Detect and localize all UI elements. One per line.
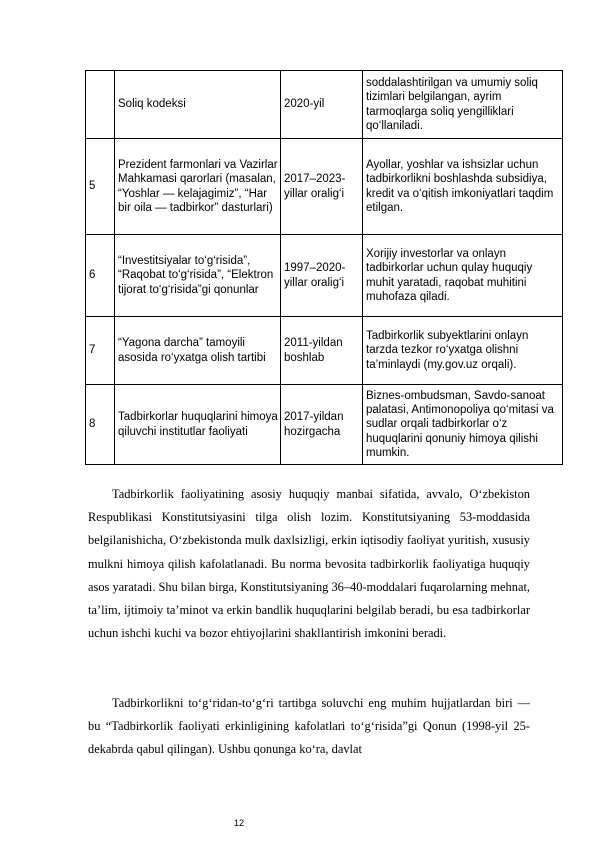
description: soddalashtirilgan va umumiy soliq tizimlari belgilangan, ayrim tarmoqlarga soliq yengilliklari qo‘llaniladi. (363, 71, 563, 139)
period: 2017-yildan hozirgacha (281, 385, 363, 465)
document-name: Tadbirkorlar huquqlarini himoya qiluvchi institutlar faoliyati (115, 385, 281, 465)
row-number: 5 (86, 139, 115, 235)
table-row (86, 235, 563, 317)
period: 2017–2023-yillar oralig‘i (281, 139, 363, 235)
description: Tadbirkorlik subyektlarini onlayn tarzda tezkor ro‘yxatga olishni ta’minlaydi (my.gov.uz orqali). (363, 317, 563, 385)
body-paragraph: Tadbirkorlikni to‘g‘ridan-to‘g‘ri tartibga soluvchi eng muhim hujjatlardan biri — bu “Tadbirkorlik faoliyati erkinligining kafolatlari to‘g‘risida”gi Qonun (1998-yil 25-dekabrda qabul qilingan). Ushbu qonunga ko‘ra, davlat (88, 696, 530, 757)
row-number: 8 (86, 385, 115, 465)
legal-sources-table (85, 70, 563, 465)
period: 2020-yil (281, 71, 363, 139)
document-name: Soliq kodeksi (115, 71, 281, 139)
table-row (86, 317, 563, 385)
table-row (86, 71, 563, 139)
row-number (86, 71, 115, 139)
description: Biznes-ombudsman, Savdo-sanoat palatasi, Antimonopoliya qo‘mitasi va sudlar orqali tadbirkorlar o‘z huquqlarini qonuniy himoya qilishi mumkin. (363, 385, 563, 465)
body-paragraph: Tadbirkorlik faoliyatining asosiy huquqiy manbai sifatida, avvalo, O‘zbekiston Respublikasi Konstitutsiyasini tilga olish lozim. Konstitutsiyaning 53-moddasida belgilanishicha, O‘zbekistonda mulk daxlsizligi, erkin iqtisodiy faoliyat yuritish, xususiy mulkni himoya qilish kafolatlanadi. Bu norma bevosita tadbirkorlik faoliyatiga huquqiy asos yaratadi. Shu bilan birga, Konstitutsiyaning 36–40-moddalari fuqarolarning mehnat, ta’lim, ijtimoiy ta’minot va erkin bandlik huquqlarini belgilab beradi, bu esa tadbirkorlar uchun ishchi kuchi va bozor ehtiyojlarini shakllantirish imkonini beradi. (88, 487, 530, 641)
document-name: Prezident farmonlari va Vazirlar Mahkamasi qarorlari (masalan, “Yoshlar — kelajagimiz”, “Har bir oila — tadbirkor” dasturlari) (115, 139, 281, 235)
row-number: 6 (86, 235, 115, 317)
document-name: “Investitsiyalar to‘g‘risida”, “Raqobat to‘g‘risida”, “Elektron tijorat to‘g‘risida”gi qonunlar (115, 235, 281, 317)
period: 1997–2020-yillar oralig‘i (281, 235, 363, 317)
row-number: 7 (86, 317, 115, 385)
document-name: “Yagona darcha” tamoyili asosida ro‘yxatga olish tartibi (115, 317, 281, 385)
page-number: 12 (233, 818, 244, 828)
period: 2011-yildan boshlab (281, 317, 363, 385)
table-row (86, 385, 563, 465)
description: Ayollar, yoshlar va ishsizlar uchun tadbirkorlikni boshlashda subsidiya, kredit va o‘qitish imkoniyatlari taqdim etilgan. (363, 139, 563, 235)
table-row (86, 139, 563, 235)
description: Xorijiy investorlar va onlayn tadbirkorlar uchun qulay huquqiy muhit yaratadi, raqobat muhitini muhofaza qiladi. (363, 235, 563, 317)
